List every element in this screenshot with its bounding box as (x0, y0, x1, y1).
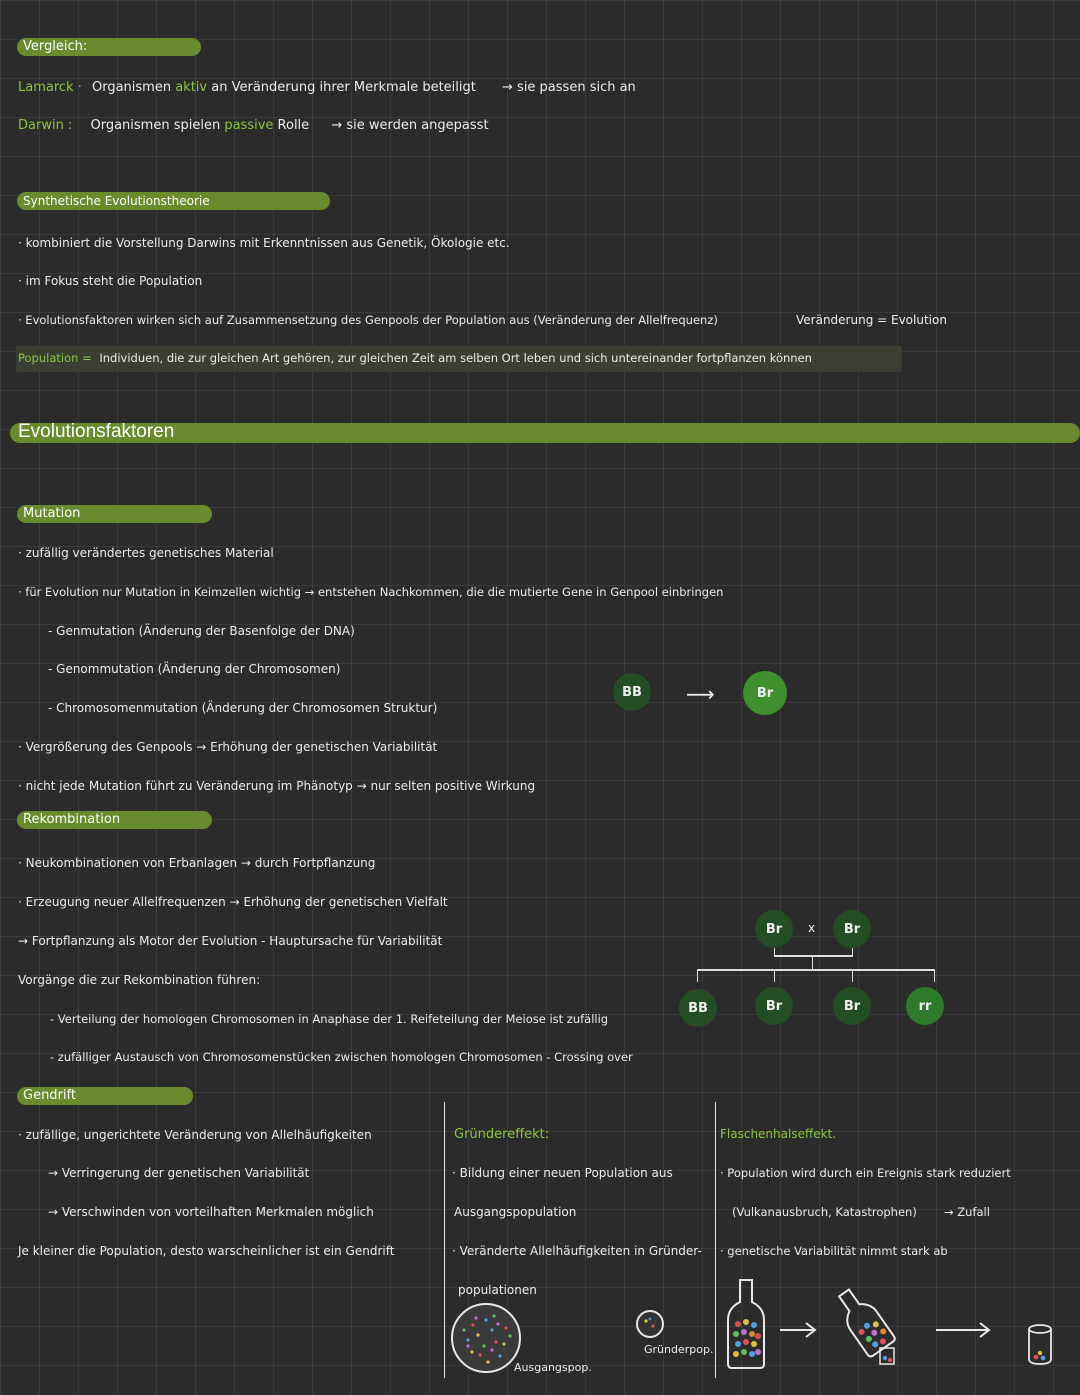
darwin-text-post: Rolle (277, 118, 310, 133)
divider-1 (444, 1102, 445, 1378)
gruender-line-2: Ausgangspopulation (454, 1205, 577, 1219)
cross-line-c1 (697, 970, 698, 982)
synth-line-2: · im Fokus steht die Population (18, 274, 203, 288)
arrow-right-icon (778, 1320, 820, 1340)
flaschen-line-1: · Population wird durch ein Ereignis stark reduziert (720, 1166, 1011, 1180)
gruenderpopulation-illustration (634, 1308, 666, 1340)
cross-line-children (697, 969, 935, 971)
mutation-line-6: · Vergrößerung des Genpools → Erhöhung der genetischen Variabilität (18, 740, 438, 754)
mutation-line-1: · zufällig verändertes genetisches Material (18, 546, 274, 560)
darwin-keyword: passive (224, 118, 274, 133)
cross-child-rr: rr (906, 987, 944, 1025)
gruender-line-1: · Bildung einer neuen Population aus (452, 1166, 673, 1180)
cross-parent-2: Br (833, 910, 871, 948)
gendrift-line-3: → Verschwinden von vorteilhaften Merkmalen möglich (48, 1205, 374, 1219)
population-label: Population = (18, 351, 92, 365)
rekomb-line-2: · Erzeugung neuer Allelfrequenzen → Erhöhung der genetischen Vielfalt (18, 895, 448, 909)
gruender-line-3: · Veränderte Allelhäufigkeiten in Gründer- (452, 1244, 702, 1258)
cross-line-parents (774, 955, 853, 957)
divider-2 (715, 1102, 716, 1378)
flaschen-line-2: (Vulkanausbruch, Katastrophen) (732, 1205, 917, 1219)
lamarck-row (18, 80, 636, 95)
synth-line-3-right: Veränderung = Evolution (796, 313, 947, 327)
rekomb-line-4: Vorgänge die zur Rekombination führen: (18, 973, 261, 987)
darwin-label: Darwin : (18, 118, 73, 133)
flaschen-line-3: · genetische Variabilität nimmt stark ab (720, 1244, 948, 1258)
gendrift-label: Gendrift (17, 1087, 193, 1105)
ausgangspop-label: Ausgangspop. (514, 1361, 592, 1374)
cross-line-c2 (774, 970, 775, 982)
gendrift-line-2: → Verringerung der genetischen Variabilität (48, 1166, 310, 1180)
arrow-right-icon-2 (934, 1320, 994, 1340)
lamarck-keyword: aktiv (175, 80, 208, 95)
gruender-line-4: populationen (458, 1283, 537, 1297)
synth-line-3: · Evolutionsfaktoren wirken sich auf Zusammensetzung des Genpools der Population aus (Veränderung der Allelfrequenz) (18, 313, 718, 327)
cross-line-stem (812, 956, 813, 970)
rekomb-line-5: - Verteilung der homologen Chromosomen in Anaphase der 1. Reifeteilung der Meiose ist zufällig (50, 1012, 609, 1026)
mutation-arrow: ⟶ (686, 682, 715, 706)
cross-parent-1: Br (755, 910, 793, 948)
mutation-line-5: - Chromosomenmutation (Änderung der Chromosomen Struktur) (48, 701, 438, 715)
vergleich-label: Vergleich: (17, 38, 201, 56)
mutation-line-3: - Genmutation (Änderung der Basenfolge der DNA) (48, 624, 355, 638)
rekomb-line-1: · Neukombinationen von Erbanlagen → durch Fortpflanzung (18, 856, 376, 870)
cross-child-br-2: Br (833, 987, 871, 1025)
synth-label: Synthetische Evolutionstheorie (17, 192, 330, 210)
rekomb-line-6: - zufälliger Austausch von Chromosomenstücken zwischen homologen Chromosomen - Crossing over (50, 1050, 633, 1064)
darwin-row (18, 118, 489, 133)
bottle-tilted-icon (824, 1278, 904, 1370)
cross-x: x (808, 921, 816, 935)
bottle-full-icon (724, 1278, 768, 1370)
gendrift-line-1: · zufällige, ungerichtete Veränderung von Allelhäufigkeiten (18, 1128, 372, 1142)
lamarck-label: Lamarck · (18, 80, 82, 95)
mutation-line-4: - Genommutation (Änderung der Chromosomen) (48, 662, 341, 676)
cross-line-c3 (852, 970, 853, 982)
darwin-text-pre: Organismen spielen (90, 118, 221, 133)
population-row (18, 351, 812, 365)
lamarck-text-pre: Organismen (91, 80, 172, 95)
cross-child-br-1: Br (755, 987, 793, 1025)
mutation-line-7: · nicht jede Mutation führt zu Veränderung im Phänotyp → nur selten positive Wirkung (18, 779, 536, 793)
population-text: Individuen, die zur gleichen Art gehören, zur gleichen Zeit am selben Ort leben und sich untereinander fortpflanzen können (99, 351, 812, 365)
mutation-node-br: Br (743, 671, 787, 715)
rekombination-label: Rekombination (17, 811, 212, 829)
gruendereffekt-label: Gründereffekt: (454, 1127, 550, 1142)
lamarck-text-post: an Veränderung ihrer Merkmale beteiligt (211, 80, 476, 95)
rekomb-line-3: → Fortpflanzung als Motor der Evolution - Hauptursache für Variabilität (18, 934, 443, 948)
small-jar-icon (1024, 1322, 1056, 1368)
lamarck-arrow-text: → sie passen sich an (502, 80, 636, 95)
evolutionsfaktoren-title: Evolutionsfaktoren (18, 421, 175, 442)
cross-child-bb: BB (679, 989, 717, 1027)
mutation-line-2: · für Evolution nur Mutation in Keimzellen wichtig → entstehen Nachkommen, die die mutierte Gene in Genpool einbringen (18, 585, 724, 599)
gruenderpop-label: Gründerpop. (644, 1343, 714, 1356)
synth-line-1: · kombiniert die Vorstellung Darwins mit Erkenntnissen aus Genetik, Ökologie etc. (18, 236, 510, 250)
gendrift-line-4: Je kleiner die Population, desto warscheinlicher ist ein Gendrift (18, 1244, 395, 1258)
mutation-label: Mutation (17, 505, 212, 523)
darwin-arrow-text: → sie werden angepasst (331, 118, 489, 133)
mutation-node-bb: BB (613, 673, 651, 711)
flaschen-line-2-right: → Zufall (944, 1205, 990, 1219)
cross-line-c4 (934, 970, 935, 982)
flaschenhalseffekt-label: Flaschenhalseffekt. (720, 1127, 837, 1141)
